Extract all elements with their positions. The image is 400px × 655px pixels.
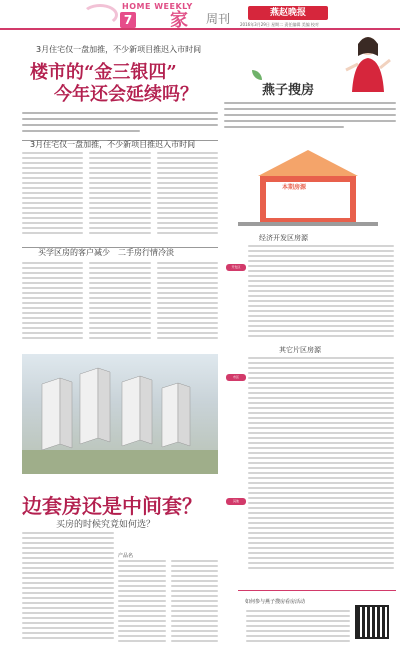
building-illustration	[238, 146, 378, 226]
paper-logo: 燕赵晚报	[248, 6, 328, 20]
body-text-3	[22, 532, 114, 650]
body-text-2	[22, 262, 218, 350]
building-photo	[22, 354, 218, 474]
headline-2: 边套房还是中间套？	[22, 494, 202, 518]
column-intro	[224, 100, 396, 140]
leaf-ornament	[252, 70, 262, 80]
tab-city: 市区	[226, 374, 246, 381]
date-line: 2016年3月29日 星期二 责任编辑 美编 校对	[240, 22, 319, 27]
sub-section-title: 3月住宅仅一盘加推，不少新项目推迟入市时间	[30, 140, 196, 149]
footer-caption: 如何参与燕子搜房看房活动	[245, 599, 306, 605]
masthead	[0, 0, 400, 30]
section-name-en: HOME WEEKLY	[122, 2, 193, 11]
inline-label: 产品名	[118, 553, 134, 559]
tab-other: 其他	[226, 498, 246, 505]
headline-line2: 今年还会延续吗？	[54, 84, 198, 105]
listing-text-b	[248, 357, 394, 577]
model-figure	[338, 30, 396, 92]
section-name-cn: 家	[170, 10, 188, 31]
body-text-4	[118, 560, 218, 650]
footer-text	[246, 610, 350, 646]
swirl-ornament	[82, 4, 118, 26]
page-number: 7	[120, 12, 136, 28]
tab-dev-zone: 开发区	[226, 264, 246, 271]
headline-2-subtitle: 买房的时候究竟如何选？	[56, 520, 156, 530]
qr-code-icon	[355, 605, 389, 639]
column-title: 燕子搜房	[262, 83, 315, 98]
headline-line1: 楼市的“金三银四”	[30, 62, 177, 83]
listing-section-a: 经济开发区房源	[259, 234, 308, 242]
board-label: 本期房源	[282, 184, 307, 191]
section-name-cn2: 周刊	[206, 12, 231, 26]
listing-section-b: 其它片区房源	[279, 346, 321, 354]
sub-section-title: 买学区房的客户减少 二手房行情冷淡	[38, 248, 174, 257]
lead-text	[22, 110, 218, 134]
kicker: 3月住宅仅一盘加推，不少新项目推迟入市时间	[36, 45, 202, 54]
listing-text-a	[248, 245, 394, 340]
body-text-1	[22, 152, 218, 240]
